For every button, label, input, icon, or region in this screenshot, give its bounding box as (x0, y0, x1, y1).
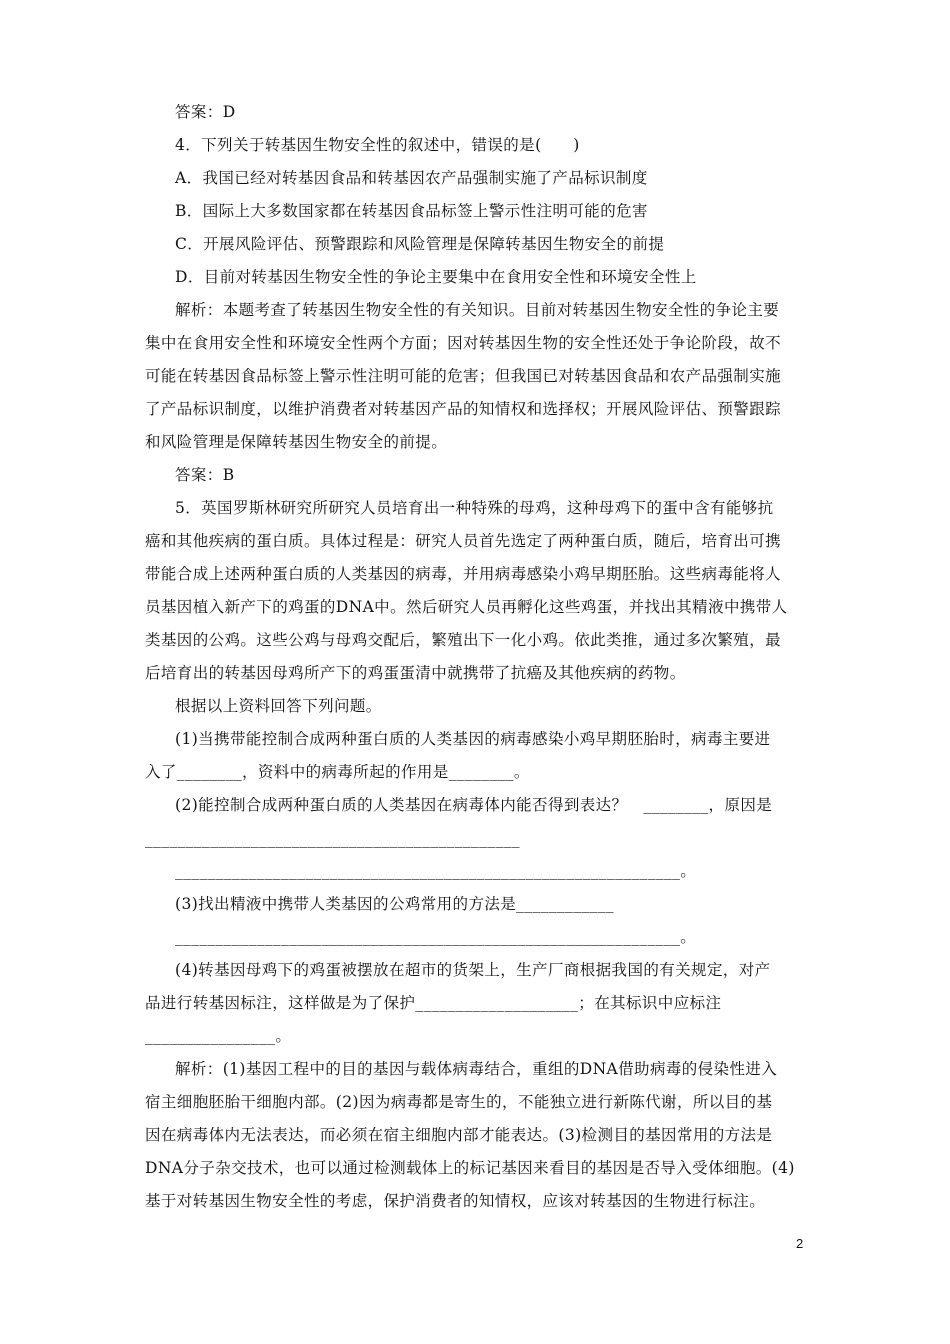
analysis-4-line: 集中在食用安全性和环境安全性两个方面；因对转基因生物的安全性还处于争论阶段，故不 (145, 334, 782, 352)
sub-question-1-line: (1)当携带能控制合成两种蛋白质的人类基因的病毒感染小鸡早期胚胎时，病毒主要进 (175, 730, 771, 748)
analysis-5-line: 解析：(1)基因工程中的目的基因与载体病毒结合，重组的DNA借助病毒的侵染性进入 (175, 1060, 778, 1078)
sub-question-4-line: (4)转基因母鸡下的鸡蛋被摆放在超市的货架上，生产厂商根据我国的有关规定，对产 (175, 961, 771, 979)
analysis-4-line: 可能在转基因食品标签上警示性注明可能的危害；但我国已对转基因食品和农产品强制实施 (145, 367, 782, 385)
analysis-5-line: DNA分子杂交技术，也可以通过检测载体上的标记基因来看目的基因是否导入受体细胞。(4) (145, 1159, 795, 1177)
question-4-stem: 4．下列关于转基因生物安全性的叙述中，错误的是( ) (175, 136, 580, 154)
page-number: 2 (796, 1236, 804, 1251)
question-5-material-line: 癌和其他疾病的蛋白质。具体过程是：研究人员首先选定了两种蛋白质，随后，培育出可携 (145, 532, 782, 550)
answer-4: 答案：B (175, 466, 235, 484)
answer-blank-line: ______________________________________________________________。 (175, 862, 697, 880)
question-5-material-line: 5．英国罗斯林研究所研究人员培育出一种特殊的母鸡，这种母鸡下的蛋中含有能够抗 (175, 499, 774, 517)
analysis-5-line: 宿主细胞胚胎干细胞内部。(2)因为病毒都是寄生的，不能独立进行新陈代谢，所以目的基 (145, 1093, 773, 1111)
analysis-4-line: 和风险管理是保障转基因生物安全的前提。 (145, 433, 448, 451)
sub-question-1-line: 入了________，资料中的病毒所起的作用是________。 (145, 763, 530, 781)
sub-question-2-line: (2)能控制合成两种蛋白质的人类基因在病毒体内能否得到表达？ ________，原因是 (175, 796, 773, 814)
answer-blank-line: ______________________________________________________________。 (175, 928, 697, 946)
analysis-4-line: 解析：本题考查了转基因生物安全性的有关知识。目前对转基因生物安全性的争论主要 (175, 301, 780, 319)
sub-question-3-line: (3)找出精液中携带人类基因的公鸡常用的方法是____________ (175, 895, 614, 913)
answer-3: 答案：D (175, 103, 236, 121)
answer-blank-line: ________________。 (145, 1027, 292, 1045)
question-5-material-line: 带能合成上述两种蛋白质的人类基因的病毒，并用病毒感染小鸡早期胚胎。这些病毒能将人 (145, 565, 782, 583)
sub-question-4-line: 品进行转基因标注，这样做是为了保护____________________；在其标识中应标注 (145, 994, 722, 1012)
analysis-5-line: 因在病毒体内无法表达，而必须在宿主细胞内部才能表达。(3)检测目的基因常用的方法是 (145, 1126, 773, 1144)
question-4-option-c: C．开展风险评估、预警跟踪和风险管理是保障转基因生物安全的前提 (175, 235, 665, 253)
question-5-instruction: 根据以上资料回答下列问题。 (175, 697, 382, 715)
analysis-5-line: 基于对转基因生物安全性的考虑，保护消费者的知情权，应该对转基因的生物进行标注。 (145, 1192, 766, 1210)
question-5-material-line: 类基因的公鸡。这些公鸡与母鸡交配后，繁殖出下一化小鸡。依此类推，通过多次繁殖，最 (145, 631, 782, 649)
question-4-option-a: A．我国已经对转基因食品和转基因农产品强制实施了产品标识制度 (175, 169, 648, 187)
question-5-material-line: 员基因植入新产下的鸡蛋的DNA中。然后研究人员再孵化这些鸡蛋，并找出其精液中携带人 (145, 598, 788, 616)
question-4-option-d: D．目前对转基因生物安全性的争论主要集中在食用安全性和环境安全性上 (175, 268, 697, 286)
question-5-material-line: 后培育出的转基因母鸡所产下的鸡蛋蛋清中就携带了抗癌及其他疾病的药物。 (145, 664, 686, 682)
answer-blank-line: ______________________________________________ (145, 830, 520, 848)
analysis-4-line: 了产品标识制度，以维护消费者对转基因产品的知情权和选择权；开展风险评估、预警跟踪 (145, 400, 782, 418)
question-4-option-b: B．国际上大多数国家都在转基因食品标签上警示性注明可能的危害 (175, 202, 648, 220)
